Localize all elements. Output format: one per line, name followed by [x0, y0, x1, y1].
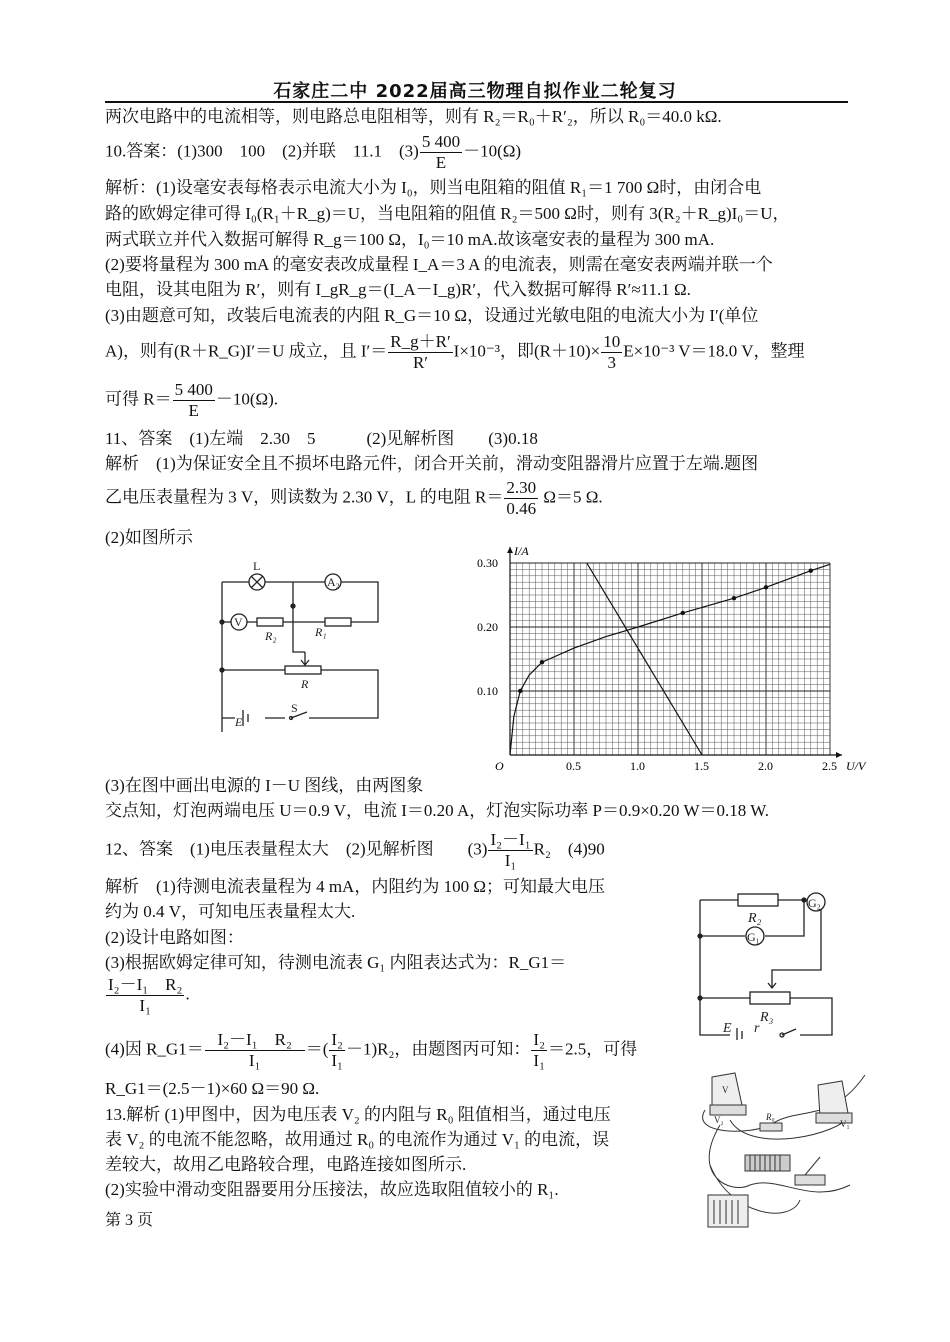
page-number: 第 3 页: [105, 1212, 154, 1229]
denominator: I₁: [533, 1051, 545, 1070]
y-axis-label: I/A: [514, 544, 529, 558]
x-tick-label: 0.5: [566, 759, 581, 773]
numerator: 2.30: [506, 478, 537, 497]
label-G2: G₂: [808, 896, 821, 910]
label-E: E: [235, 715, 243, 729]
data-point: [764, 585, 768, 589]
page-header: 石家庄二中 2022届高三物理自拟作业二轮复习: [273, 81, 677, 102]
label-R2: R₂: [265, 629, 277, 643]
label-V1: V₁: [840, 1119, 850, 1129]
numerator: 5 400: [174, 380, 213, 399]
origin-label: O: [495, 759, 504, 773]
denominator: E: [188, 401, 199, 420]
label-R2: R₂: [748, 911, 762, 926]
header-rule: [105, 101, 848, 103]
x-tick-label: 2.5: [822, 759, 837, 773]
label-R3: R₃: [760, 1010, 774, 1025]
label-A2: A₂: [327, 575, 340, 589]
text: I×10⁻³，即(R＋10)×: [453, 341, 601, 361]
text-line: 电阻，设其电阻为 R′，则有 I_gR_g＝(I_A－I_g)R′，代入数据可解得 R′≈11.1 Ω.: [105, 280, 691, 299]
circuit-diagram-12: [690, 880, 850, 1040]
denominator: I₁: [504, 851, 517, 870]
numerator: I₂－I₁ R₂: [108, 975, 183, 994]
text: －1)R₂，由题图丙可知：: [345, 1039, 531, 1059]
label-L: L: [253, 560, 261, 573]
text-line: [105, 1030, 637, 1071]
fraction: [531, 1030, 547, 1071]
numerator: R_g＋R′: [390, 332, 451, 351]
numerator: I₂: [533, 1030, 545, 1049]
text-line: 路的欧姆定律可得 I₀(R₁＋R_g)＝U，当电阻箱的阻值 R₂＝500 Ω时，则有 3(R₂＋R_g)I₀＝U，: [105, 204, 790, 223]
text-line: 解析：(1)设毫安表每格表示电流大小为 I₀，则当电阻箱的阻值 R₁＝1 700 Ω时，由闭合电: [105, 178, 762, 197]
text: 12、答案 (1)电压表量程太大 (2)见解析图 (3): [105, 839, 488, 859]
x-tick-label: 1.0: [630, 759, 645, 773]
y-axis-arrow: [507, 547, 513, 553]
fraction: [420, 132, 462, 173]
text: ＝2.5，可得: [548, 1039, 638, 1059]
text-line: (3)由题意可知，改装后电流表的内阻 R_G＝10 Ω，设通过光敏电阻的电流大小为 I′(单位: [105, 306, 759, 325]
text: －10(Ω).: [215, 389, 279, 409]
text: R₂ (4)90: [533, 839, 605, 859]
text-line: (2)要将量程为 300 mA 的毫安表改成量程 I_A＝3 A 的电流表，则需在毫安表两端并联一个: [105, 255, 773, 274]
data-point: [809, 568, 813, 572]
text: E×10⁻³ V＝18.0 V，整理: [623, 341, 805, 361]
denominator: E: [435, 153, 447, 172]
fraction: [601, 332, 622, 373]
x-tick-label: 2.0: [758, 759, 773, 773]
label-E: E: [723, 1021, 732, 1036]
text-line: (3)根据欧姆定律可知，待测电流表 G₁ 内阻表达式为：R_G1＝: [105, 953, 567, 972]
text: Ω＝5 Ω.: [539, 487, 603, 507]
label-V2: V₂: [714, 1115, 724, 1125]
text-line: (2)实验中滑动变阻器要用分压接法，故应选取阻值较小的 R₁.: [105, 1180, 559, 1199]
denominator: I₁: [331, 1051, 343, 1070]
x-axis-arrow: [836, 752, 842, 758]
data-point: [540, 660, 544, 664]
text: (4)因 R_G1＝: [105, 1039, 204, 1059]
fraction: [106, 975, 184, 1016]
text: 10.答案：(1)300 100 (2)并联 11.1 (3): [105, 141, 419, 161]
label-V: V: [234, 615, 243, 629]
text-line: (2)设计电路如图：: [105, 928, 244, 947]
text-line: [105, 975, 190, 1016]
text-line: 表 V₂ 的电流不能忽略，故用通过 R₀ 的电流作为通过 V₁ 的电流，误: [105, 1130, 610, 1149]
text-line: 约为 0.4 V，可知电压表量程太大.: [105, 902, 356, 921]
x-tick-label: 1.5: [694, 759, 709, 773]
fraction: [488, 830, 532, 871]
text: －10(Ω): [463, 141, 522, 161]
numerator: 10: [603, 332, 621, 351]
text: ＝(: [305, 1039, 329, 1059]
y-tick-label: 0.10: [477, 684, 498, 698]
denominator: I₁: [248, 1051, 261, 1070]
text: A)，则有(R＋R_G)I′＝U 成立，且 I′＝: [105, 341, 388, 361]
fraction: [205, 1030, 305, 1071]
circuit-diagram-11: [215, 560, 385, 735]
answer-12: [105, 830, 605, 871]
text: .: [185, 984, 190, 1004]
label-S: S: [291, 701, 298, 715]
text-line: 交点知，灯泡两端电压 U＝0.9 V，电流 I＝0.20 A，灯泡实际功率 P＝0.9×0.20 W＝0.18 W.: [105, 801, 769, 820]
denominator: 0.46: [506, 499, 537, 518]
numerator: I₂: [331, 1030, 343, 1049]
label-R1: R₁: [315, 625, 327, 639]
label-r: r: [754, 1021, 760, 1036]
denominator: 3: [607, 353, 616, 372]
text-line: 解析 (1)待测电流表量程为 4 mA，内阻约为 100 Ω；可知最大电压: [105, 877, 605, 896]
text: 可得 R＝: [105, 389, 172, 409]
text-line: [105, 478, 603, 519]
text-line: (3)在图中画出电源的 I－U 图线，由两图象: [105, 776, 424, 795]
fraction: [388, 332, 452, 373]
numerator: I₂－I₁ R₂: [205, 1030, 305, 1051]
denominator: I₁: [139, 996, 152, 1015]
label-R: R: [301, 677, 309, 691]
apparatus-illustration: [690, 1065, 870, 1235]
label-V: V: [722, 1085, 729, 1095]
denominator: R′: [412, 353, 428, 372]
iu-chart: [470, 535, 910, 775]
y-tick-label: 0.30: [477, 556, 498, 570]
answer-10: [105, 132, 521, 173]
text-line: 差较大，故用乙电路较合理，电路连接如图所示.: [105, 1155, 467, 1174]
numerator: I₂－I₁: [490, 830, 531, 849]
text-line: 13.解析 (1)甲图中，因为电压表 V₂ 的内阻与 R₀ 阻值相当，通过电压: [105, 1105, 611, 1124]
text-line: (2)如图所示: [105, 528, 193, 547]
fraction: [329, 1030, 345, 1071]
text-line: 两次电路中的电流相等，则电路总电阻相等，则有 R₂＝R₀＋R′₂，所以 R₀＝40.0 kΩ.: [105, 107, 722, 126]
data-point: [732, 596, 736, 600]
data-point: [518, 689, 522, 693]
text-line: 解析 (1)为保证安全且不损坏电路元件，闭合开关前，滑动变阻器滑片应置于左端.题图: [105, 454, 759, 473]
label-R0: R₀: [766, 1112, 775, 1122]
label-G1: G₁: [747, 930, 760, 944]
text: 乙电压表量程为 3 V，则读数为 2.30 V，L 的电阻 R＝: [105, 487, 504, 507]
fraction: [173, 380, 215, 421]
text-line: [105, 380, 278, 421]
text-line: R_G1＝(2.5－1)×60 Ω＝90 Ω.: [105, 1079, 320, 1098]
data-point: [681, 611, 685, 615]
fraction: [504, 478, 538, 519]
text-line: 两式联立并代入数据可解得 R_g＝100 Ω，I₀＝10 mA.故该毫安表的量程为 300 mA.: [105, 230, 715, 249]
numerator: 5 400: [421, 132, 461, 151]
text-line: [105, 332, 804, 373]
x-axis-label: U/V: [846, 759, 866, 773]
y-tick-label: 0.20: [477, 620, 498, 634]
answer-11: 11、答案 (1)左端 2.30 5 (2)见解析图 (3)0.18: [105, 429, 538, 448]
